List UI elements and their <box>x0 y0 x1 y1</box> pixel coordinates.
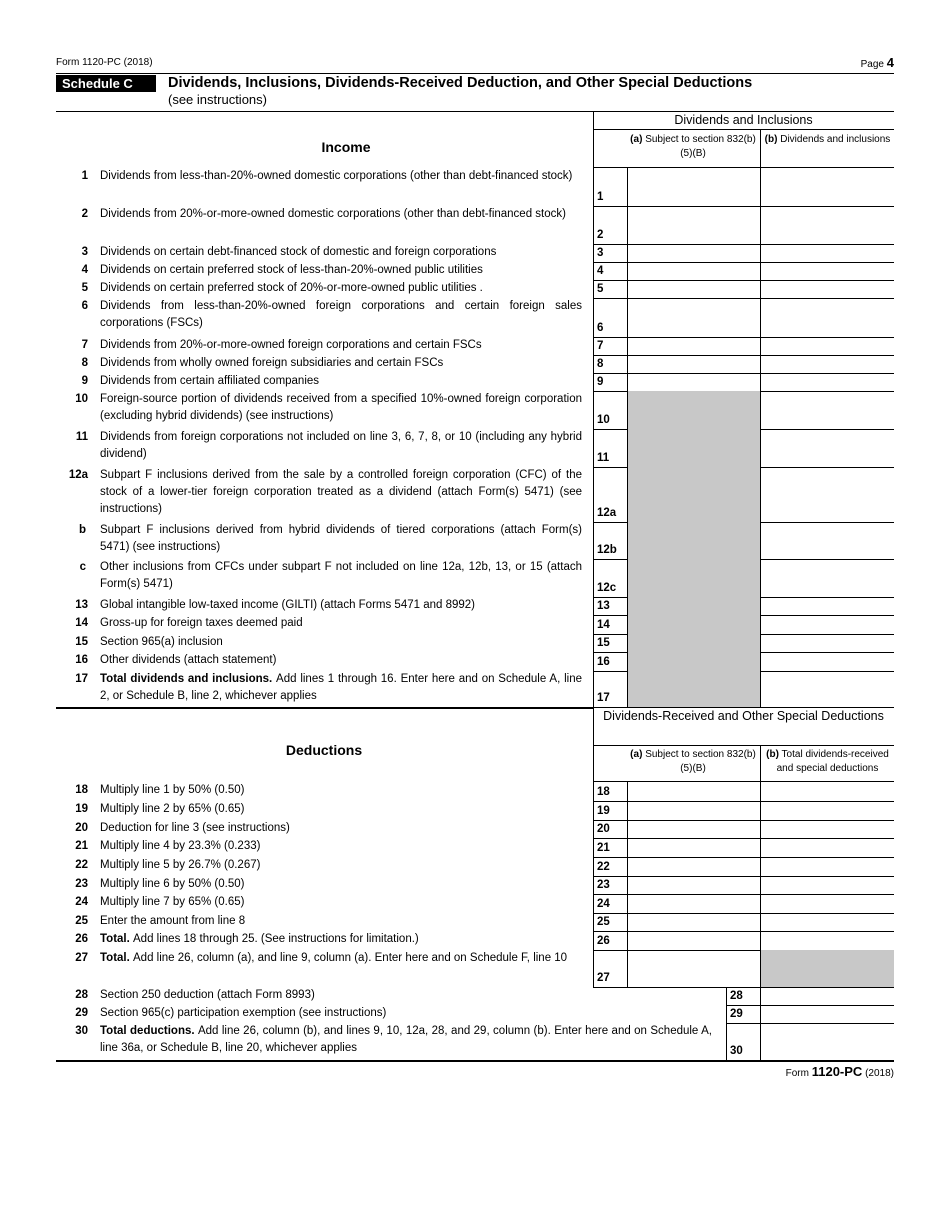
amount-input-b[interactable] <box>761 931 894 949</box>
line-number: 14 <box>75 617 88 629</box>
line-description: Section 965(c) participation exemption (see instructions) <box>100 1007 387 1019</box>
amount-input-b[interactable] <box>761 801 894 819</box>
line-box-number: 9 <box>597 376 604 388</box>
line-number: 11 <box>75 431 88 443</box>
line-number: 2 <box>81 208 88 220</box>
line-description: Total dividends and inclusions. Add lines 1 through 16. Enter here and on Schedule A, line 2, or Schedule B, line 2, whichever applies <box>100 673 582 702</box>
line-description: Multiply line 7 by 65% (0.65) <box>100 896 245 908</box>
amount-input-b[interactable] <box>761 522 894 558</box>
line-description: Dividends on certain preferred stock of less-than-20%-owned public utilities <box>100 264 483 276</box>
schedule-title: Dividends, Inclusions, Dividends-Received Deduction, and Other Special Deductions <box>168 75 753 91</box>
line-number: 16 <box>75 654 88 666</box>
line-description: Dividends on certain debt-financed stock of domestic and foreign corporations <box>100 246 497 258</box>
line-description: Dividends from wholly owned foreign subsidiaries and certain FSCs <box>100 357 444 369</box>
amount-input-b[interactable] <box>761 1005 894 1022</box>
line-number: 30 <box>75 1025 88 1037</box>
amount-input-a[interactable] <box>628 168 760 205</box>
amount-input-a[interactable] <box>628 244 760 261</box>
amount-input-b[interactable] <box>761 168 894 205</box>
line-description: Subpart F inclusions derived from the sale by a controlled foreign corporation (CFC) of the stock of a lower-tier foreign corporation treated as a dividend (attach Form(s) 5471) (see instructions) <box>100 469 582 515</box>
amount-input-b[interactable] <box>761 391 894 428</box>
line-number: 8 <box>81 357 88 369</box>
line-number: 3 <box>81 246 88 258</box>
line-description: Total. Add lines 18 through 25. (See instructions for limitation.) <box>100 933 419 945</box>
line-number: 9 <box>81 375 88 387</box>
line-description: Deduction for line 3 (see instructions) <box>100 822 290 834</box>
amount-input-b[interactable] <box>761 1023 894 1059</box>
amount-input-b[interactable] <box>761 244 894 261</box>
line-number: 1 <box>81 170 88 182</box>
shaded-cell <box>628 615 760 634</box>
line-box-number: 25 <box>597 916 610 928</box>
amount-input-b[interactable] <box>761 467 894 521</box>
income-col-a-header: (a) Subject to section 832(b)(5)(B) <box>630 134 756 159</box>
amount-input-a[interactable] <box>628 280 760 297</box>
schedule-subtitle: (see instructions) <box>168 92 267 107</box>
line-box-number: 10 <box>597 414 610 426</box>
line-description: Dividends from 20%-or-more-owned domestic corporations (other than debt-financed stock) <box>100 208 566 220</box>
amount-input-b[interactable] <box>761 337 894 354</box>
deductions-col-b-header: (b) Total dividends-received and special deductions <box>766 749 889 774</box>
page-indicator <box>861 55 894 70</box>
amount-input-a[interactable] <box>628 894 760 912</box>
amount-input-b[interactable] <box>761 652 894 670</box>
line-description: Section 250 deduction (attach Form 8993) <box>100 989 315 1001</box>
line-number: 19 <box>75 803 88 815</box>
line-box-number: 17 <box>597 692 610 704</box>
amount-input-b[interactable] <box>761 597 894 614</box>
amount-input-a[interactable] <box>628 950 760 986</box>
line-number: 29 <box>75 1007 88 1019</box>
amount-input-b[interactable] <box>761 857 894 875</box>
line-description: Total deductions. Add line 26, column (b), and lines 9, 10, 12a, 28, and 29, column (b). Enter here and on Schedule A, line 36a, or Schedule B, line 20, whichever applies <box>100 1025 712 1054</box>
line-box-number: 11 <box>597 452 610 464</box>
line-box-number: 1 <box>597 191 604 203</box>
shaded-cell <box>628 671 760 707</box>
amount-input-b[interactable] <box>761 429 894 466</box>
line-box-number: 27 <box>597 972 610 984</box>
page-number: 4 <box>886 55 894 70</box>
amount-input-b[interactable] <box>761 876 894 893</box>
amount-input-b[interactable] <box>761 838 894 856</box>
shaded-cell <box>628 597 760 615</box>
line-number: 17 <box>75 673 88 685</box>
shaded-cell <box>628 652 760 671</box>
line-box-number: 8 <box>597 358 604 370</box>
amount-input-a[interactable] <box>628 876 760 893</box>
line-description: Total. Add line 26, column (a), and line 9, column (a). Enter here and on Schedule F, line 10 <box>100 952 568 964</box>
line-description: Dividends from certain affiliated companies <box>100 375 320 387</box>
line-number: 26 <box>75 933 88 945</box>
line-box-number: 3 <box>597 247 604 259</box>
line-box-number: 23 <box>597 879 610 891</box>
line-box-number: 20 <box>597 823 610 835</box>
deductions-section-title: Deductions <box>285 742 363 758</box>
line-box-number: 19 <box>597 805 610 817</box>
line-box-number: 16 <box>597 656 610 668</box>
amount-input-b[interactable] <box>761 894 894 912</box>
shaded-cell <box>628 391 760 429</box>
amount-input-b[interactable] <box>761 782 894 800</box>
amount-input-b[interactable] <box>761 373 894 390</box>
line-description: Multiply line 2 by 65% (0.65) <box>100 803 245 815</box>
line-number: 5 <box>81 282 88 294</box>
amount-input-a[interactable] <box>628 206 760 243</box>
line-number: 21 <box>75 840 88 852</box>
shaded-cell <box>761 950 894 987</box>
shaded-cell <box>628 467 760 522</box>
amount-input-a[interactable] <box>628 373 760 390</box>
line-description: Section 965(a) inclusion <box>100 636 223 648</box>
amount-input-a[interactable] <box>628 857 760 875</box>
line-number: b <box>78 524 86 536</box>
line-box-number: 12c <box>597 582 617 594</box>
amount-input-b[interactable] <box>761 634 894 651</box>
income-section-title: Income <box>321 139 371 155</box>
line-number: 7 <box>81 339 88 351</box>
line-number: 18 <box>75 784 88 796</box>
amount-input-b[interactable] <box>761 987 894 1004</box>
line-box-number: 22 <box>597 861 610 873</box>
amount-input-b[interactable] <box>761 355 894 372</box>
line-box-number: 21 <box>597 842 610 854</box>
amount-input-b[interactable] <box>761 671 894 706</box>
line-number: 6 <box>81 300 88 312</box>
income-group-header: Dividends and Inclusions <box>674 113 813 127</box>
form-footer: Form 1120-PC (2018) <box>785 1064 894 1079</box>
line-box-number: 18 <box>597 786 610 798</box>
line-description: Other inclusions from CFCs under subpart F not included on line 12a, 12b, 13, or 15 (attach Form(s) 5471) <box>100 561 582 590</box>
line-number: 10 <box>75 393 88 405</box>
line-box-number: 5 <box>597 283 604 295</box>
amount-input-a[interactable] <box>628 913 760 930</box>
amount-input-a[interactable] <box>628 838 760 856</box>
amount-input-b[interactable] <box>761 559 894 596</box>
amount-input-a[interactable] <box>628 262 760 279</box>
line-box-number: 26 <box>597 935 610 947</box>
line-description: Multiply line 1 by 50% (0.50) <box>100 784 245 796</box>
amount-input-b[interactable] <box>761 262 894 279</box>
line-number: 23 <box>75 878 88 890</box>
line-box-number: 7 <box>597 340 604 352</box>
line-number: 25 <box>75 915 88 927</box>
line-box-number: 29 <box>730 1008 743 1020</box>
amount-input-a[interactable] <box>628 298 760 336</box>
line-box-number: 28 <box>730 990 743 1002</box>
amount-input-b[interactable] <box>761 820 894 837</box>
income-col-b-header: (b) Dividends and inclusions <box>764 134 891 145</box>
amount-input-a[interactable] <box>628 931 760 949</box>
page-label: Page <box>860 59 884 70</box>
line-description: Multiply line 5 by 26.7% (0.267) <box>100 859 261 871</box>
line-number: 24 <box>75 896 88 908</box>
line-box-number: 24 <box>597 898 610 910</box>
line-box-number: 6 <box>597 322 604 334</box>
schedule-tag: Schedule C <box>56 75 156 92</box>
shaded-cell <box>628 634 760 652</box>
line-box-number: 12a <box>597 507 617 519</box>
amount-input-a[interactable] <box>628 801 760 819</box>
line-box-number: 15 <box>597 637 610 649</box>
amount-input-b[interactable] <box>761 206 894 243</box>
deductions-col-a-header: (a) Subject to section 832(b)(5)(B) <box>630 749 756 774</box>
amount-input-b[interactable] <box>761 280 894 297</box>
line-description: Gross-up for foreign taxes deemed paid <box>100 617 303 629</box>
line-number: 27 <box>75 952 88 964</box>
amount-input-a[interactable] <box>628 820 760 837</box>
line-number: 28 <box>75 989 88 1001</box>
amount-input-b[interactable] <box>761 615 894 633</box>
line-description: Other dividends (attach statement) <box>100 654 277 666</box>
amount-input-a[interactable] <box>628 355 760 372</box>
amount-input-b[interactable] <box>761 913 894 930</box>
line-number: 13 <box>75 599 88 611</box>
shaded-cell <box>628 522 760 559</box>
line-box-number: 2 <box>597 229 604 241</box>
line-number: 12a <box>68 469 88 481</box>
line-box-number: 14 <box>597 619 610 631</box>
amount-input-a[interactable] <box>628 782 760 800</box>
line-number: 22 <box>75 859 88 871</box>
deductions-group-header: Dividends-Received and Other Special Deductions <box>603 709 884 723</box>
line-description: Dividends from 20%-or-more-owned foreign corporations and certain FSCs <box>100 339 482 351</box>
line-description: Dividends from foreign corporations not included on line 3, 6, 7, 8, or 10 (including any hybrid dividend) <box>100 431 582 460</box>
amount-input-b[interactable] <box>761 298 894 336</box>
line-box-number: 4 <box>597 265 604 277</box>
line-box-number: 30 <box>730 1045 743 1057</box>
line-description: Foreign-source portion of dividends received from a specified 10%-owned foreign corporation (excluding hybrid dividends) (see instructions) <box>100 393 582 422</box>
line-description: Global intangible low-taxed income (GILTI) (attach Forms 5471 and 8992) <box>100 599 476 611</box>
line-box-number: 12b <box>597 544 617 556</box>
line-description: Subpart F inclusions derived from hybrid dividends of tiered corporations (attach Form(s) 5471) (see instructions) <box>100 524 582 553</box>
line-description: Multiply line 4 by 23.3% (0.233) <box>100 840 261 852</box>
line-number: c <box>79 561 86 573</box>
line-box-number: 13 <box>597 600 610 612</box>
form-header-label: Form 1120-PC (2018) <box>56 57 153 68</box>
line-number: 15 <box>75 636 88 648</box>
line-number: 20 <box>75 822 88 834</box>
line-description: Dividends from less-than-20%-owned foreign corporations and certain foreign sales corporations (FSCs) <box>100 300 582 329</box>
shaded-cell <box>628 429 760 467</box>
line-number: 4 <box>81 264 88 276</box>
amount-input-a[interactable] <box>628 337 760 354</box>
line-description: Enter the amount from line 8 <box>100 915 246 927</box>
line-description: Dividends from less-than-20%-owned domestic corporations (other than debt-financed stock) <box>100 170 573 182</box>
line-description: Dividends on certain preferred stock of 20%-or-more-owned public utilities . <box>100 282 483 294</box>
shaded-cell <box>628 559 760 597</box>
line-description: Multiply line 6 by 50% (0.50) <box>100 878 245 890</box>
